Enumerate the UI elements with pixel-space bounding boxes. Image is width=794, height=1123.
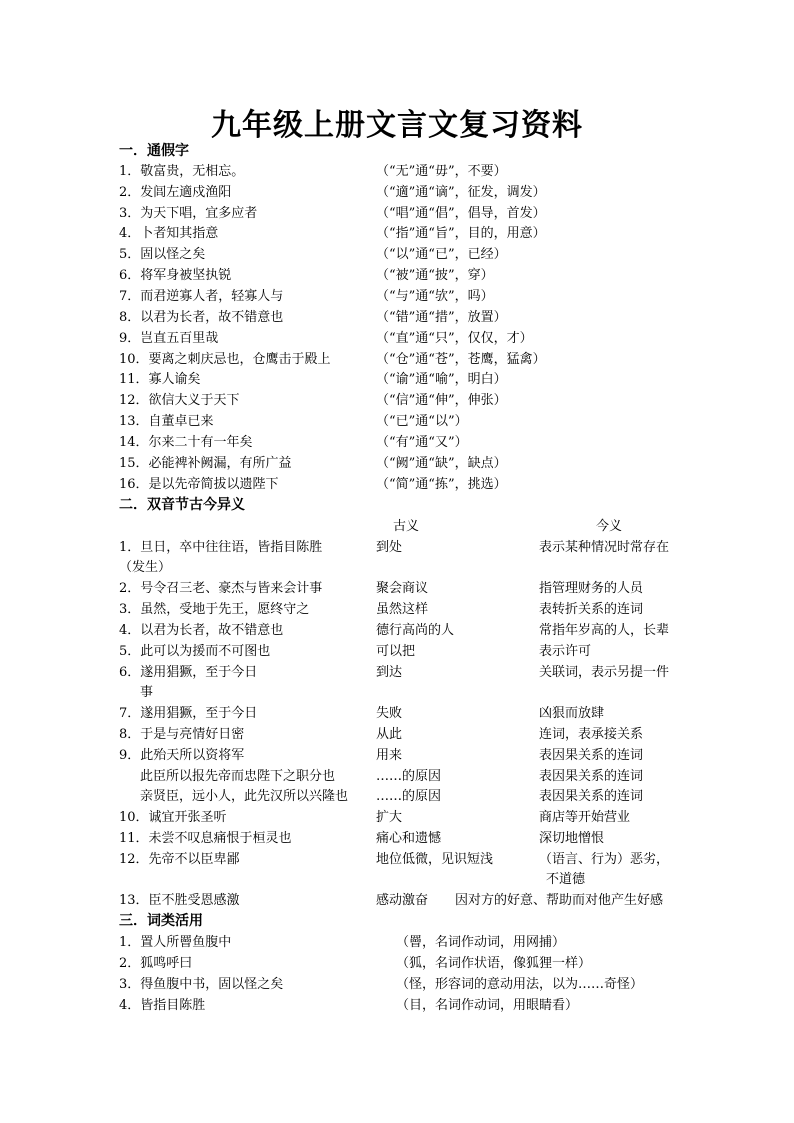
list-item	[119, 222, 689, 242]
item-text: 2．号令召三老、豪杰与皆来会计事	[119, 581, 323, 596]
item-note: （狐，名词作状语，像狐狸一样）	[396, 956, 592, 971]
list-item	[119, 431, 689, 451]
item-text: 13．臣不胜受恩感激	[119, 893, 240, 908]
list-item	[119, 285, 689, 305]
list-item	[119, 348, 689, 368]
item-note: （“被”通“披”，穿）	[376, 268, 494, 283]
section-heading-tongjiazi: 一．通假字	[119, 143, 189, 159]
list-item	[119, 452, 689, 472]
table-row	[119, 744, 689, 764]
item-text: 14．尔来二十有一年矣	[119, 435, 253, 450]
table-row	[119, 723, 689, 743]
new-meaning: 商店等开始营业	[539, 810, 631, 825]
table-row	[119, 765, 689, 785]
old-meaning: 从此	[376, 727, 403, 742]
old-meaning: 地位低微，见识短浅	[376, 852, 494, 867]
item-note: （“无”通“毋”，不要）	[376, 164, 507, 179]
column-header-old-meaning: 古义	[393, 519, 420, 534]
old-meaning: 痛心和遗憾	[376, 831, 442, 846]
item-text: 11．未尝不叹息痛恨于桓灵也	[119, 831, 292, 846]
list-item	[119, 994, 689, 1014]
table-row	[119, 619, 689, 639]
item-note: （“以”通“已”，已经）	[376, 247, 507, 262]
item-note: （“阙”通“缺”，缺点）	[376, 456, 507, 471]
item-text: 8．以君为长者，故不错意也	[119, 310, 284, 325]
item-text: 7．而君逆寡人者，轻寡人与	[119, 289, 284, 304]
new-meaning: （语言、行为）恶劣，	[539, 852, 670, 867]
new-meaning: 常指年岁高的人，长辈	[539, 623, 670, 638]
item-note: （“错”通“措”，放置）	[376, 310, 507, 325]
row-continuation: （发生）	[119, 560, 172, 575]
old-meaning: 到处	[376, 540, 403, 555]
new-meaning: 深切地憎恨	[539, 831, 605, 846]
item-text: 12．先帝不以臣卑鄙	[119, 852, 240, 867]
item-text: 4．卜者知其指意	[119, 226, 219, 241]
item-note: （“適”通“谪”，征发，调发）	[376, 185, 546, 200]
item-text: 1．敬富贵，无相忘。	[119, 164, 245, 179]
list-item	[119, 473, 689, 493]
table-row	[119, 640, 689, 660]
old-meaning: 可以把	[376, 644, 416, 659]
item-text: 12．欲信大义于天下	[119, 393, 240, 408]
new-meaning: 关联词，表示另提一件	[539, 665, 670, 680]
item-text: 13．自董卓已来	[119, 414, 214, 429]
item-text: 6．将军身被坚执锐	[119, 268, 232, 283]
table-row	[119, 536, 689, 556]
item-text: 5．固以怪之矣	[119, 247, 206, 262]
table-row	[119, 702, 689, 722]
item-text: 3．为天下唱，宜多应者	[119, 206, 258, 221]
table-row	[119, 806, 689, 826]
old-meaning: ……的原因	[376, 769, 442, 784]
table-row	[119, 827, 689, 847]
new-meaning: 指管理财务的人员	[539, 581, 644, 596]
item-note: （“谕”通“喻”，明白）	[376, 372, 507, 387]
item-text: 4．以君为长者，故不错意也	[119, 623, 284, 638]
item-note: （“唱”通“倡”，倡导，首发）	[376, 206, 546, 221]
item-text: 4．皆指目陈胜	[119, 998, 206, 1013]
old-meaning: 虽然这样	[376, 602, 429, 617]
new-meaning: 凶狠而放肆	[539, 706, 605, 721]
item-text: 7．遂用猖獗，至于今日	[119, 706, 258, 721]
item-note: （“指”通“旨”，目的，用意）	[376, 226, 546, 241]
table-row	[119, 661, 689, 681]
item-note: （怪，形容词的意动用法，以为……奇怪）	[396, 977, 644, 992]
new-meaning: 表示许可	[539, 644, 592, 659]
old-meaning: ……的原因	[376, 789, 442, 804]
item-text: 1．置人所罾鱼腹中	[119, 935, 232, 950]
page-title: 九年级上册文言文复习资料	[211, 108, 583, 143]
list-item	[119, 327, 689, 347]
item-text: 8．于是与亮情好日密	[119, 727, 245, 742]
item-text: 16．是以先帝简拔以遗陛下	[119, 477, 279, 492]
old-meaning: 感动激奋	[376, 893, 429, 908]
list-item	[119, 389, 689, 409]
item-text: 11．寡人谕矣	[119, 372, 201, 387]
item-note: （“与”通“欤”，吗）	[376, 289, 494, 304]
table-row	[119, 785, 689, 805]
item-note: （目，名词作动词，用眼睛看）	[396, 998, 579, 1013]
item-note: （“仓”通“苍”，苍鹰，猛禽）	[376, 352, 546, 367]
item-text: 亲贤臣，远小人，此先汉所以兴隆也	[140, 789, 349, 804]
new-meaning: 连词，表承接关系	[539, 727, 644, 742]
old-meaning: 聚会商议	[376, 581, 429, 596]
list-item	[119, 410, 689, 430]
list-item	[119, 931, 689, 951]
item-text: 9．岂直五百里哉	[119, 331, 219, 346]
new-meaning: 表转折关系的连词	[539, 602, 644, 617]
column-header-new-meaning: 今义	[596, 519, 623, 534]
item-note: （“已”通“以”）	[376, 414, 468, 429]
list-item	[119, 306, 689, 326]
section-heading-cilei-huoyong: 三．词类活用	[119, 913, 203, 929]
row-continuation: 不道德	[546, 872, 586, 887]
old-meaning: 扩大	[376, 810, 403, 825]
new-meaning: 表示某种情况时常存在	[539, 540, 670, 555]
item-text: 9．此殆天所以资将军	[119, 748, 245, 763]
item-text: 15．必能裨补阙漏，有所广益	[119, 456, 292, 471]
table-row	[119, 889, 694, 909]
new-meaning: 因对方的好意、帮助而对他产生好感	[455, 893, 664, 908]
item-text: 3．得鱼腹中书，固以怪之矣	[119, 977, 284, 992]
list-item	[119, 973, 689, 993]
row-continuation: 事	[140, 685, 154, 700]
list-item	[119, 952, 689, 972]
list-item	[119, 160, 689, 180]
new-meaning: 表因果关系的连词	[539, 769, 644, 784]
list-item	[119, 181, 689, 201]
item-text: 3．虽然，受地于先王，愿终守之	[119, 602, 310, 617]
item-note: （“有”通“又”）	[376, 435, 468, 450]
section-heading-gujin-yiyi: 二．双音节古今异义	[119, 497, 245, 513]
table-row	[119, 577, 689, 597]
list-item	[119, 368, 689, 388]
item-note: （“信”通“伸”，伸张）	[376, 393, 507, 408]
old-meaning: 用来	[376, 748, 403, 763]
item-note: （罾，名词作动词，用网捕）	[396, 935, 566, 950]
table-row	[119, 848, 689, 868]
list-item	[119, 202, 689, 222]
item-text: 10．诚宜开张圣听	[119, 810, 227, 825]
old-meaning: 到达	[376, 665, 403, 680]
list-item	[119, 243, 689, 263]
item-text: 6．遂用猖獗，至于今日	[119, 665, 258, 680]
old-meaning: 失败	[376, 706, 403, 721]
old-meaning: 德行高尚的人	[376, 623, 455, 638]
new-meaning: 表因果关系的连词	[539, 789, 644, 804]
item-text: 1．旦日，卒中往往语，皆指目陈胜	[119, 540, 323, 555]
new-meaning: 表因果关系的连词	[539, 748, 644, 763]
item-note: （“简”通“拣”，挑选）	[376, 477, 507, 492]
item-note: （“直”通“只”，仅仅，才）	[376, 331, 533, 346]
table-row	[119, 598, 689, 618]
item-text: 5．此可以为援而不可图也	[119, 644, 271, 659]
list-item	[119, 264, 689, 284]
item-text: 2．发闾左適戍渔阳	[119, 185, 232, 200]
item-text: 2．狐鸣呼曰	[119, 956, 193, 971]
item-text: 此臣所以报先帝而忠陛下之职分也	[140, 769, 336, 784]
item-text: 10．要离之刺庆忌也，仓鹰击于殿上	[119, 352, 331, 367]
